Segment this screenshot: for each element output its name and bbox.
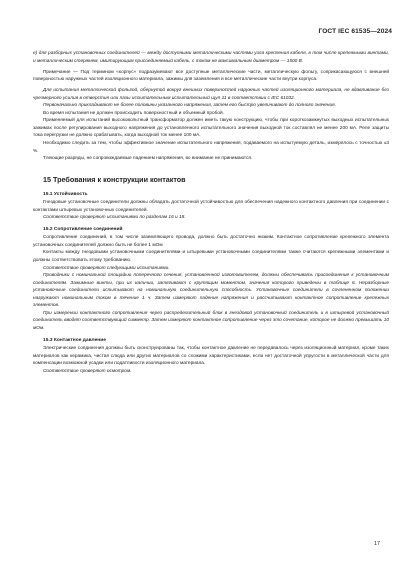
paragraph: При измерении контактного сопротивления через распределительный блок в гнездовой установочный соединитель и в штыревой установочный соединитель вводят соответствующий симметр. Затем измеряют контактное сопротивление через это сочетание, которое не должно превышать 10 мОм.	[33, 310, 389, 331]
subsection-heading: 15.3 Контактное давление	[43, 337, 106, 343]
paragraph: Тлеющие разряды, не сопровождаемые падением напряжения, во внимание не принимаются.	[43, 156, 253, 162]
paragraph: Сопротивление соединений, в том числе заземляющего провода, должно быть достаточно низким. Контактное сопротивление крепежного элемента установочных соединителей должно быть не более 1 мОм	[33, 235, 389, 248]
paragraph: Соответствие проверяют осмотром.	[43, 368, 132, 374]
standard-header: ГОСТ IEC 61535—2024	[318, 28, 392, 35]
subsection-heading: 15.1 Устойчивость	[43, 191, 88, 197]
paragraph: Контакты между гнездовыми установочными соединителями и штыревыми установочными соединителями также считаются крепежными элементами и должны соответствовать этому требованию.	[33, 250, 389, 264]
paragraph: Необходимо следить за тем, чтобы эффективное значение испытательного напряжения, подаваемого на испытуемую деталь, измерялось с точностью ±3 %.	[33, 141, 389, 154]
paragraph: Соответствие проверяют следующими испытаниями.	[43, 265, 170, 271]
paragraph: Примечание — Под термином «корпус» подразумевают все доступные металлические части, металлическую фольгу, соприкасающуюся с внешней поверхностью наружных частей изоляционного материала, зажимы для заземления и все металлические части внутри корпуса.	[33, 69, 389, 83]
paragraph: Электрические соединения должны быть сконструированы так, чтобы контактное давление не передавалось через изоляционный материал, кроме таких материалов как керамика, чистая слюда или других материалов со схожими характеристиками, если нет достаточной упругости в металлической части для компенсации возможной усадки или податливости изоляционного материала.	[33, 346, 389, 367]
paragraph: e) для разборных установочных соединителей — между доступными металлическими частями узла крепления кабеля, в том числе крепежными винтами, и металлическим стержнем, имитирующим присоединяемый кабель, с током не максимальным диаметром — 1500 В.	[33, 51, 389, 64]
paragraph: Для испытания металлической фольгой, обернутой вокруг внешних поверхностей наружных частей изоляционного материала, не вдавливание без чрезмерного усилия в отверстия или пазы испытательным испытательный щуп 11 в соответствии с IEC 61032.	[33, 88, 389, 101]
paragraph: Первоначально прикладывают не более половины указанного напряжения, затем его быстро увеличивают до полного значения.	[43, 103, 337, 109]
paragraph: Во время испытания не должен происходить поверхностный и объемный пробой.	[43, 110, 224, 116]
paragraph: Соответствие проверяют испытаниями по разделам 16 и 18.	[43, 215, 186, 221]
section-heading: 15 Требования к конструкции контактов	[43, 174, 186, 184]
paragraph: Гнездовые установочные соединители должны обладать достаточной устойчивостью для обеспечения надежного контактного давления при соединении с контактами штыревых установочных соединителей.	[33, 200, 389, 213]
paragraph: Применяемый для испытаний высоковольтный трансформатор должен иметь такую конструкцию, чтобы при короткозамкнутых выходных испытательных зажимах после регулирования выходного напряжения до установленного испытательного значения выходной ток составлял не менее 200 мА. Реле защиты тока перегрузки не должно срабатывать, когда выходной ток менее 100 мА.	[33, 118, 389, 139]
page-body	[33, 50, 389, 375]
paragraph: Проводники с номинальной площадью поперечного сечения, установленной изготовителем, должны обеспечивать присоединение к установочным соединителям. Зажимные винты, при их наличии, затягивают с крутящим моментом, значения которого приведены в таблице 6. Неразборные установочные соединители испытывают на номинальную соединительную способность. Установочные соединители в сочлененном положении нагружают номинальным током в течение 1 ч. Затем измеряют падение напряжения и рассчитывают контактное сопротивление крепежных элементов.	[33, 273, 389, 309]
subsection-heading: 15.2 Сопротивление соединений	[43, 226, 123, 232]
page-number: 17	[374, 541, 380, 547]
